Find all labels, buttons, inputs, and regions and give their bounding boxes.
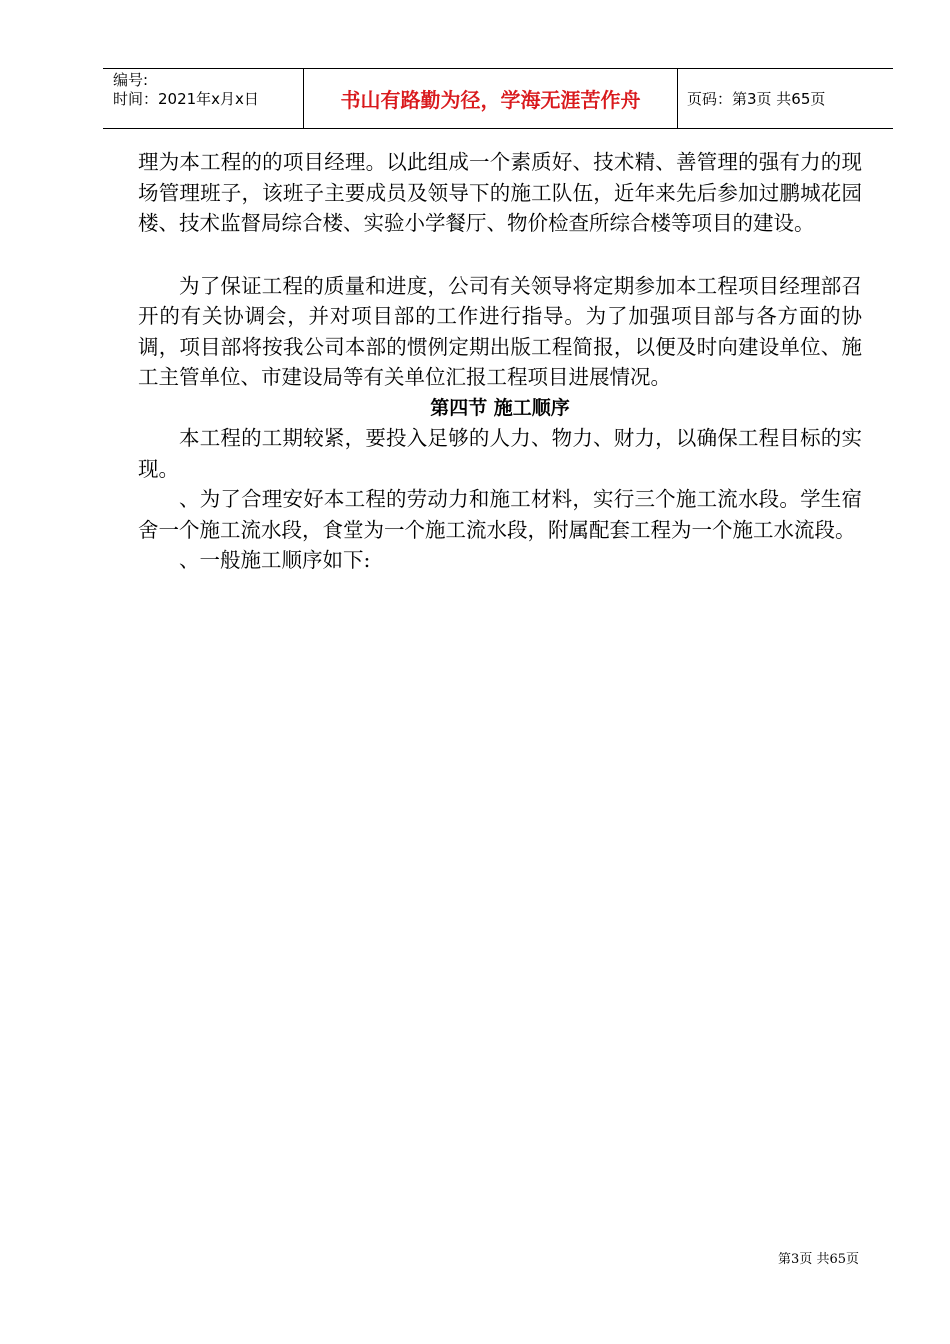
paragraph-schedule: 本工程的工期较紧，要投入足够的人力、物力、财力，以确保工程目标的实现。 xyxy=(138,426,862,481)
paragraph-gap xyxy=(138,239,862,271)
section-title: 第四节 施工顺序 xyxy=(430,396,570,419)
footer-page-number: 第3页 共65页 xyxy=(778,1252,859,1267)
motto-text: 书山有路勤为径，学海无涯苦作舟 xyxy=(340,88,641,112)
header-motto-cell xyxy=(303,69,678,128)
page-code: 页码：第3页 共65页 xyxy=(687,90,826,108)
time-label: 时间：2021年x月x日 xyxy=(113,90,259,108)
paragraph-quality-progress: 为了保证工程的质量和进度，公司有关领导将定期参加本工程项目经理部召开的有关协调会，并对项目部的工作进行指导。为了加强项目部与各方面的协调，项目部将按我公司本部的惯例定期出版工程简报，以便及时向建设单位、施工主管单位、市建设局等有关单位汇报工程项目进展情况。 xyxy=(138,273,862,389)
document-body xyxy=(138,147,862,576)
page-footer xyxy=(778,1248,859,1267)
paragraph-continuation: 理为本工程的的项目经理。以此组成一个素质好、技术精、善管理的强有力的现场管理班子，该班子主要成员及领导下的施工队伍，近年来先后参加过鹏城花园楼、技术监督局综合楼、实验小学餐厅、物价检查所综合楼等项目的建设。 xyxy=(138,150,862,235)
paragraph-general-order: 、一般施工顺序如下: xyxy=(179,548,371,572)
header-left-cell xyxy=(103,69,303,128)
paragraph-flow-sections: 、为了合理安好本工程的劳动力和施工材料，实行三个施工流水段。学生宿舍一个施工流水段，食堂为一个施工流水段，附属配套工程为一个施工水流段。 xyxy=(138,487,862,542)
page-header xyxy=(103,68,893,129)
number-label: 编号: xyxy=(113,71,149,89)
header-page-cell xyxy=(678,69,893,128)
